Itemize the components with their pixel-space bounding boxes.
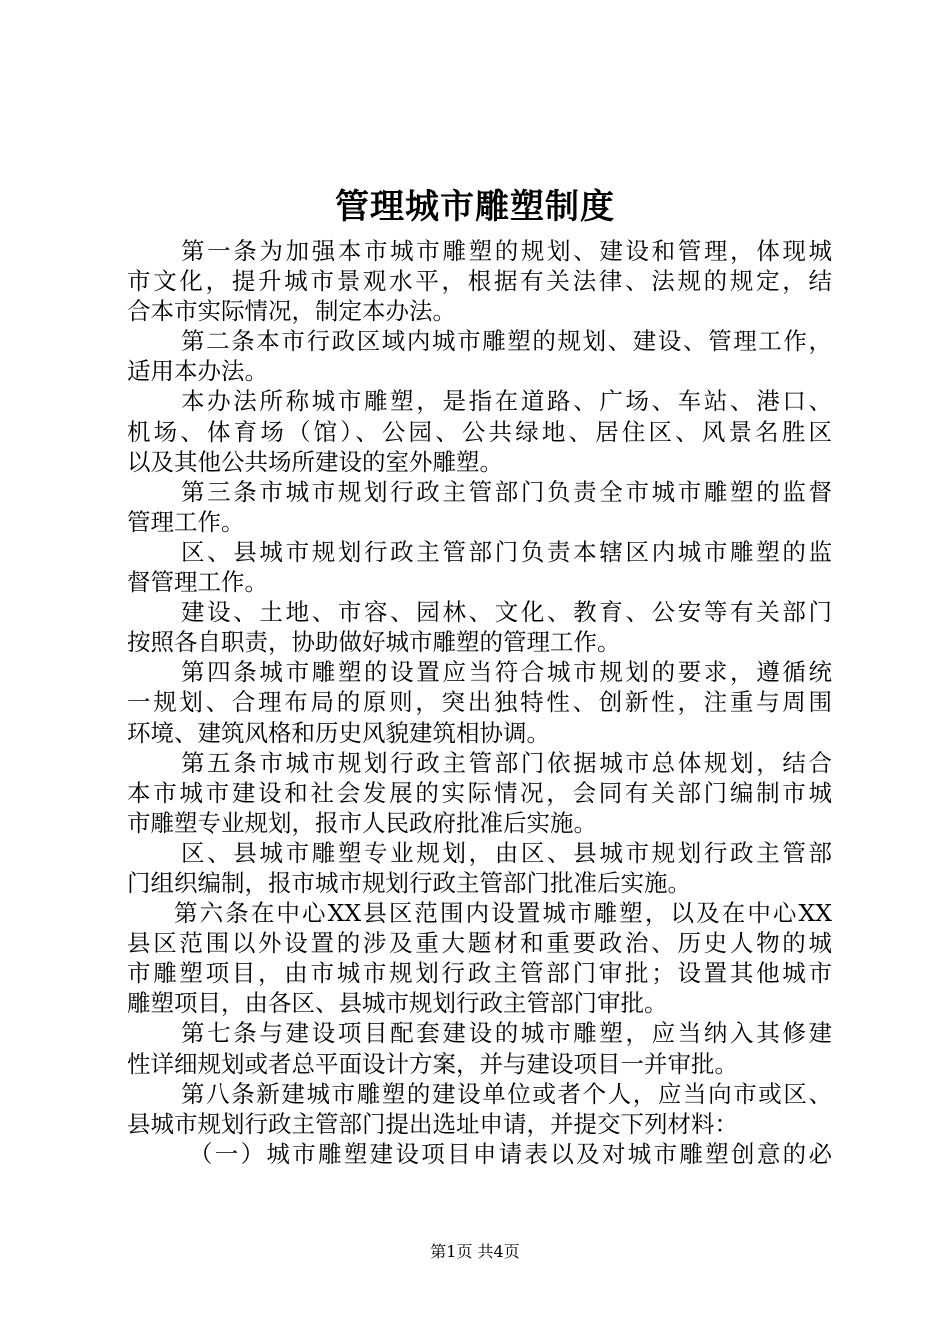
text-line: 县城市规划行政主管部门提出选址申请，并提交下列材料： bbox=[127, 1109, 738, 1138]
text-line: 本办法所称城市雕塑，是指在道路、广场、车站、港口、 bbox=[181, 387, 832, 416]
text-line: 第一条为加强本市城市雕塑的规划、建设和管理，体现城 bbox=[181, 237, 832, 265]
text-line: 第二条本市行政区域内城市雕塑的规划、建设、管理工作， bbox=[181, 327, 832, 356]
text-line: 第七条与建设项目配套建设的城市雕塑，应当纳入其修建 bbox=[181, 1019, 832, 1048]
page-footer: 第1页 共4页 bbox=[430, 1242, 520, 1261]
text-line: 建设、土地、市容、园林、文化、教育、公安等有关部门 bbox=[181, 598, 832, 627]
text-line: 区、县城市规划行政主管部门负责本辖区内城市雕塑的监 bbox=[181, 537, 832, 566]
text-line: 环境、建筑风格和历史风貌建筑相协调。 bbox=[127, 718, 550, 747]
text-line: 第三条市城市规划行政主管部门负责全市城市雕塑的监督 bbox=[181, 477, 832, 506]
text-line: 市雕塑专业规划，报市人民政府批准后实施。 bbox=[127, 808, 597, 837]
text-line: （一）城市雕塑建设项目申请表以及对城市雕塑创意的必 bbox=[189, 1139, 832, 1168]
text-line: 市雕塑项目，由市城市规划行政主管部门审批；设置其他城市 bbox=[127, 959, 832, 988]
text-line: 管理工作。 bbox=[127, 507, 245, 536]
text-line: 一规划、合理布局的原则，突出独特性、创新性，注重与周围 bbox=[127, 688, 832, 717]
text-line: 雕塑项目，由各区、县城市规划行政主管部门审批。 bbox=[127, 989, 668, 1018]
text-line: 机场、体育场（馆）、公园、公共绿地、居住区、风景名胜区 bbox=[127, 417, 832, 446]
text-line: 第四条城市雕塑的设置应当符合城市规划的要求，遵循统 bbox=[181, 658, 832, 687]
text-line: 第八条新建城市雕塑的建设单位或者个人，应当向市或区、 bbox=[181, 1079, 832, 1108]
text-line: 第六条在中心XX县区范围内设置城市雕塑，以及在中心XX bbox=[174, 899, 832, 928]
text-line: 县区范围以外设置的涉及重大题材和重要政治、历史人物的城 bbox=[127, 929, 832, 958]
text-line: 第五条市城市规划行政主管部门依据城市总体规划，结合 bbox=[181, 748, 832, 777]
text-line: 适用本办法。 bbox=[127, 357, 268, 386]
text-line: 以及其他公共场所建设的室外雕塑。 bbox=[127, 447, 503, 476]
text-line: 区、县城市雕塑专业规划，由区、县城市规划行政主管部 bbox=[181, 838, 832, 867]
text-line: 性详细规划或者总平面设计方案，并与建设项目一并审批。 bbox=[127, 1049, 738, 1078]
document-title: 管理城市雕塑制度 bbox=[335, 187, 615, 227]
text-line: 按照各自职责，协助做好城市雕塑的管理工作。 bbox=[127, 628, 621, 657]
text-line: 市文化，提升城市景观水平，根据有关法律、法规的规定，结 bbox=[127, 267, 832, 296]
text-line: 门组织编制，报市城市规划行政主管部门批准后实施。 bbox=[127, 868, 691, 897]
text-line: 合本市实际情况，制定本办法。 bbox=[127, 297, 456, 326]
text-line: 督管理工作。 bbox=[127, 568, 268, 597]
text-line: 本市城市建设和社会发展的实际情况，会同有关部门编制市城 bbox=[127, 778, 832, 807]
document-body bbox=[127, 236, 832, 1169]
